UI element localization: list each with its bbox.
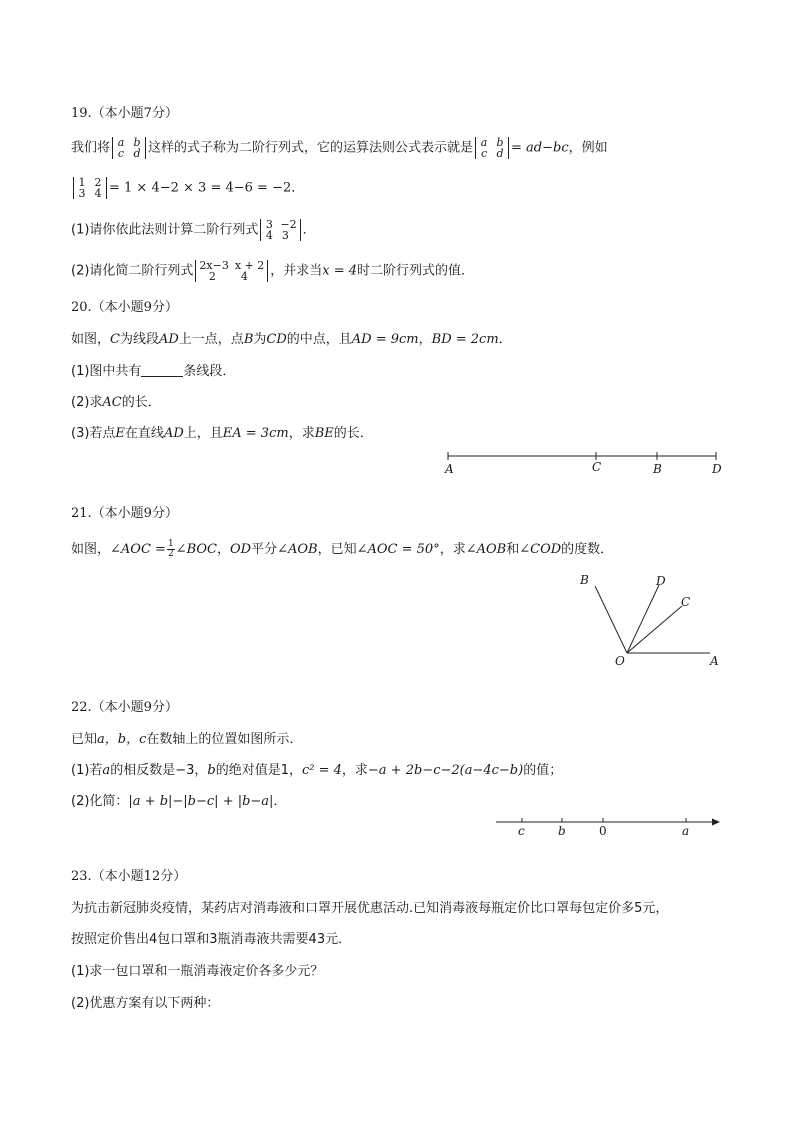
fraction-half: $\frac{1}{2}$: [167, 539, 174, 559]
q19-part2: [71, 260, 474, 282]
q23-part1: (1)求一包口罩和一瓶消毒液定价各多少元？: [71, 964, 324, 979]
q19-part2-end: 时二阶行列式的值．: [357, 263, 475, 279]
label-a: A: [445, 462, 454, 476]
label-d: D: [712, 462, 722, 476]
angle-figure: [570, 568, 730, 672]
q20-part1: (1)图中共有 条线段．: [71, 364, 236, 379]
segment-figure: [440, 446, 730, 480]
label-a: a: [682, 824, 690, 838]
label-c: c: [518, 824, 525, 838]
q20-part2: (2)求AC的长．: [71, 395, 161, 410]
label-b: b: [558, 824, 566, 838]
q19-example: [71, 177, 304, 199]
label-zero: 0: [599, 824, 607, 838]
q19-part1-text: (1)请你依此法则计算二阶行列式: [71, 222, 259, 238]
q20-intro: 如图，C为线段AD上一点，点B为CD的中点，且AD = 9cm，BD = 2cm．: [71, 332, 512, 347]
number-line-figure: [492, 812, 726, 840]
q19-rule: = ad−bc: [511, 140, 569, 156]
determinant-part1: 3 −2 4 3: [260, 219, 300, 241]
label-d: D: [656, 574, 666, 588]
label-a: A: [710, 654, 719, 668]
ray-od: [627, 585, 659, 653]
determinant-part2: 2x−3 x + 2 2 4: [195, 260, 268, 282]
q23-part2: (2)优惠方案有以下两种：: [71, 996, 220, 1011]
q22-intro: 已知a，b，c在数轴上的位置如图所示．: [71, 732, 303, 747]
q20-header: 20.（本小题9分）: [71, 300, 178, 315]
label-b: B: [580, 573, 589, 587]
ray-ob: [595, 586, 627, 653]
ray-oc: [627, 606, 682, 653]
q21-intro: 如图，∠AOC = $\frac{1}{2}$ ∠BOC，OD平分∠AOB，已知∠AOC = 50°，求∠AOB和∠COD的度数．: [71, 539, 614, 559]
q23-line2: 按照定价售出4包口罩和3瓶消毒液共需要43元．: [71, 932, 352, 947]
label-c: C: [592, 460, 602, 474]
q23-line1: 为抗击新冠肺炎疫情，某药店对消毒液和口罩开展优惠活动.已知消毒液每瓶定价比口罩每包定价多5元，: [71, 901, 669, 916]
q19-example-result: = 1 × 4−2 × 3 = 4−6 = −2．: [109, 180, 305, 196]
q19-intro-c: ，例如: [568, 140, 608, 156]
q19-part1: [71, 219, 316, 241]
q19-header: 19.（本小题7分）: [71, 106, 178, 121]
label-b: B: [653, 462, 662, 476]
determinant-abcd: a b c d: [112, 137, 146, 159]
q23-header: 23.（本小题12分）: [71, 869, 187, 884]
q22-header: 22.（本小题9分）: [71, 700, 178, 715]
q19-intro: [71, 137, 608, 159]
q19-intro-a: 我们将: [71, 140, 111, 156]
answer-blank: [141, 364, 183, 377]
label-o: O: [615, 654, 625, 668]
q22-part2: (2)化简：|a + b|−|b−c| + |b−a|．: [71, 794, 287, 809]
determinant-example: 1 2 3 4: [73, 177, 107, 199]
q21-header: 21.（本小题9分）: [71, 506, 178, 521]
q20-part3: (3)若点E在直线AD上，且EA = 3cm，求BE的长．: [71, 426, 373, 441]
q19-part2-text: (2)请化简二阶行列式: [71, 263, 194, 279]
arrow-right-icon: [712, 819, 720, 826]
determinant-abcd-rule: a b c d: [475, 137, 509, 159]
q19-part1-end: ．: [302, 222, 316, 238]
q19-part2-cond: x = 4: [322, 263, 358, 279]
q22-part1: (1)若a的相反数是−3，b的绝对值是1，c² = 4，求−a + 2b−c−2(a−4c−b)的值；: [71, 763, 563, 778]
q19-part2-mid: ，并求当: [270, 263, 323, 279]
q19-intro-b: 这样的式子称为二阶行列式，它的运算法则公式表示就是: [148, 140, 474, 156]
label-c: C: [681, 595, 691, 609]
